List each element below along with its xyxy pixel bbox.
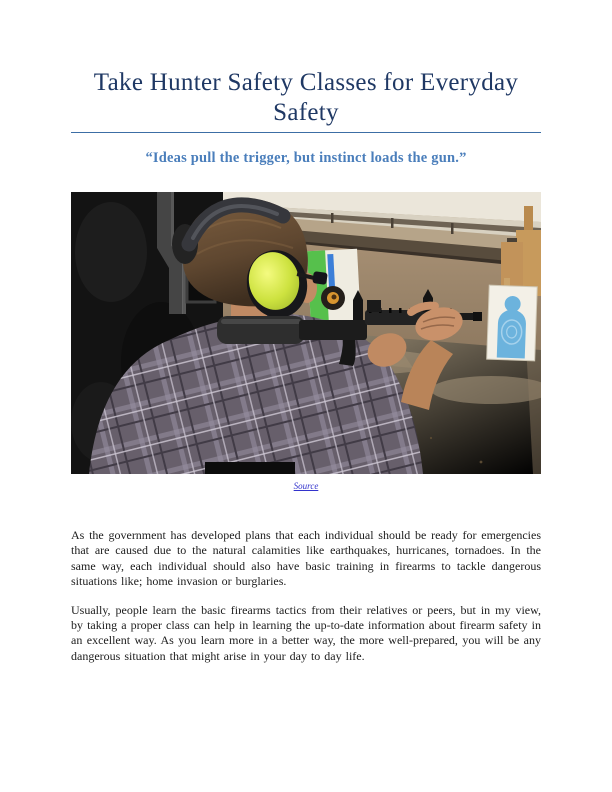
page-title	[71, 68, 541, 128]
page-title-line-1: Take Hunter Safety Classes for Everyday	[93, 69, 519, 96]
epigraph-quote: “Ideas pull the trigger, but instinct loads the gun.”	[145, 150, 467, 166]
body-paragraph-2: Usually, people learn the basic firearms tactics from their relatives or peers, but in my view, by taking a proper class can help in learning the up-to-date information about firearm safety in an excellent way. As you learn more in a better way, the more well-prepared, you will be any dangerous situation that might arise in your day to day life.	[71, 602, 541, 663]
glasses-lens	[312, 271, 328, 285]
bench-edge	[205, 462, 295, 474]
page-title-line-2: Safety	[273, 99, 339, 126]
range-photo-illustration	[71, 192, 541, 474]
title-underline-rule	[71, 132, 541, 133]
body-paragraph-1: As the government has developed plans that each individual should be ready for emergencies that are caused due to the natural calamities like earthquakes, hurricanes, tornadoes. In the same way, each individual should also have basic training in firearms to tackle dangerous situations like; home invasion or burglaries.	[71, 528, 541, 589]
photo-caption	[71, 481, 541, 491]
document-content	[0, 68, 612, 664]
source-link[interactable]: Source	[293, 481, 319, 491]
range-photo	[71, 192, 541, 474]
